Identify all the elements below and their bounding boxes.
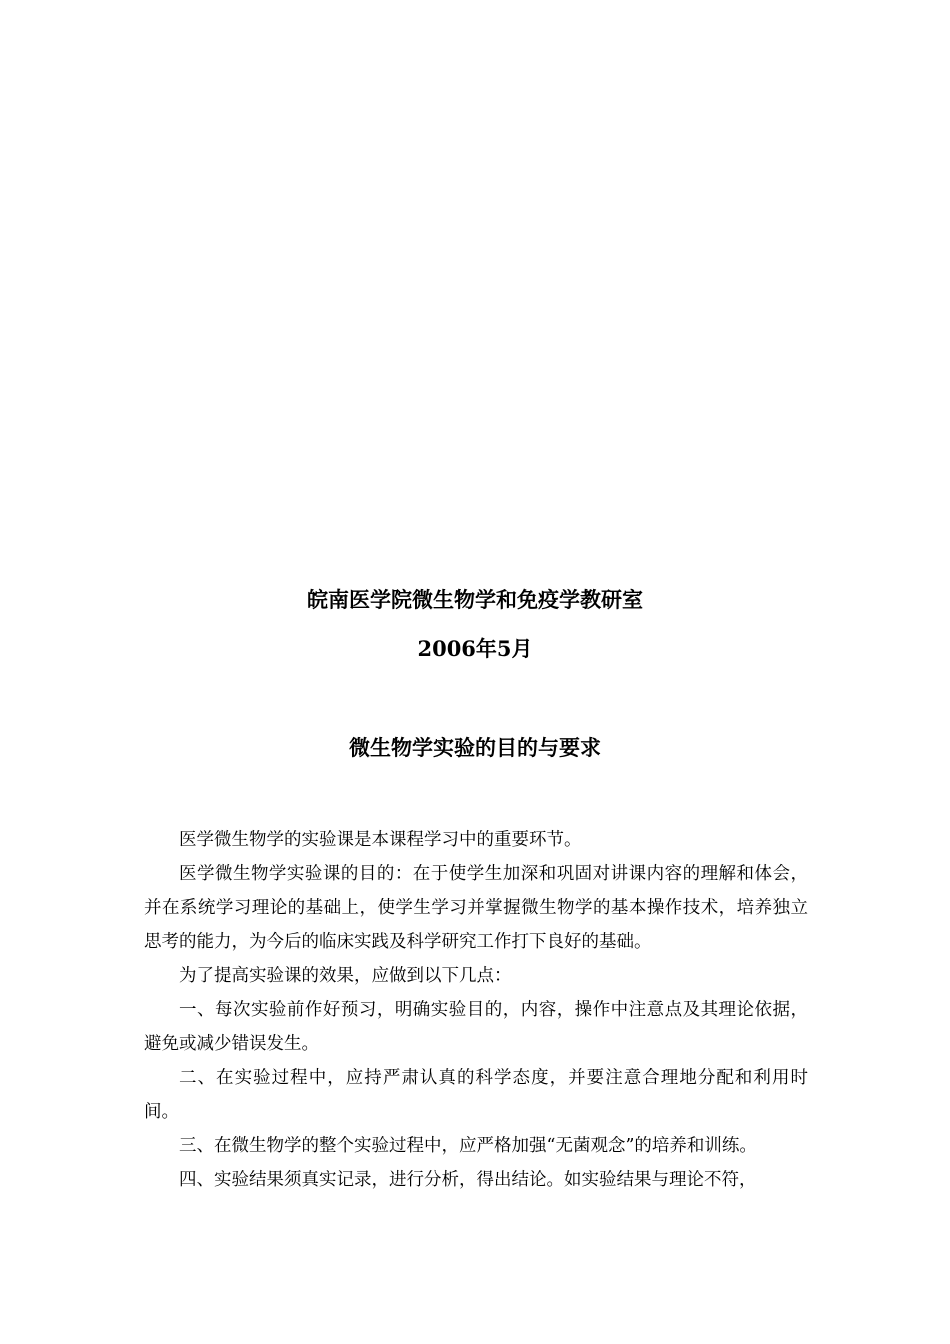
paragraph: 医学微生物学的实验课是本课程学习中的重要环节。 bbox=[179, 830, 582, 850]
paragraph: 医学微生物学实验课的目的：在于使学生加深和巩固对讲课内容的理解和体会，并在系统学习理论的基础上，使学生学习并掌握微生物学的基本操作技术，培养独立思考的能力，为今后的临床实践及科学研究工作打下良好的基础。 bbox=[144, 864, 808, 952]
document-date: 2006年5月 bbox=[417, 636, 533, 661]
section-title: 微生物学实验的目的与要求 bbox=[349, 735, 601, 760]
paragraph: 二、在实验过程中，应持严肃认真的科学态度，并要注意合理地分配和利用时间。 bbox=[144, 1068, 808, 1122]
organization-name: 皖南医学院微生物学和免疫学教研室 bbox=[307, 587, 643, 612]
body-text bbox=[144, 823, 808, 1197]
paragraph: 三、在微生物学的整个实验过程中，应严格加强“无菌观念”的培养和训练。 bbox=[179, 1136, 757, 1156]
paragraph: 为了提高实验课的效果，应做到以下几点： bbox=[179, 966, 512, 986]
paragraph: 一、每次实验前作好预习，明确实验目的，内容，操作中注意点及其理论依据，避免或减少错误发生。 bbox=[144, 1000, 808, 1054]
paragraph: 四、实验结果须真实记录，进行分析，得出结论。如实验结果与理论不符， bbox=[179, 1170, 757, 1190]
